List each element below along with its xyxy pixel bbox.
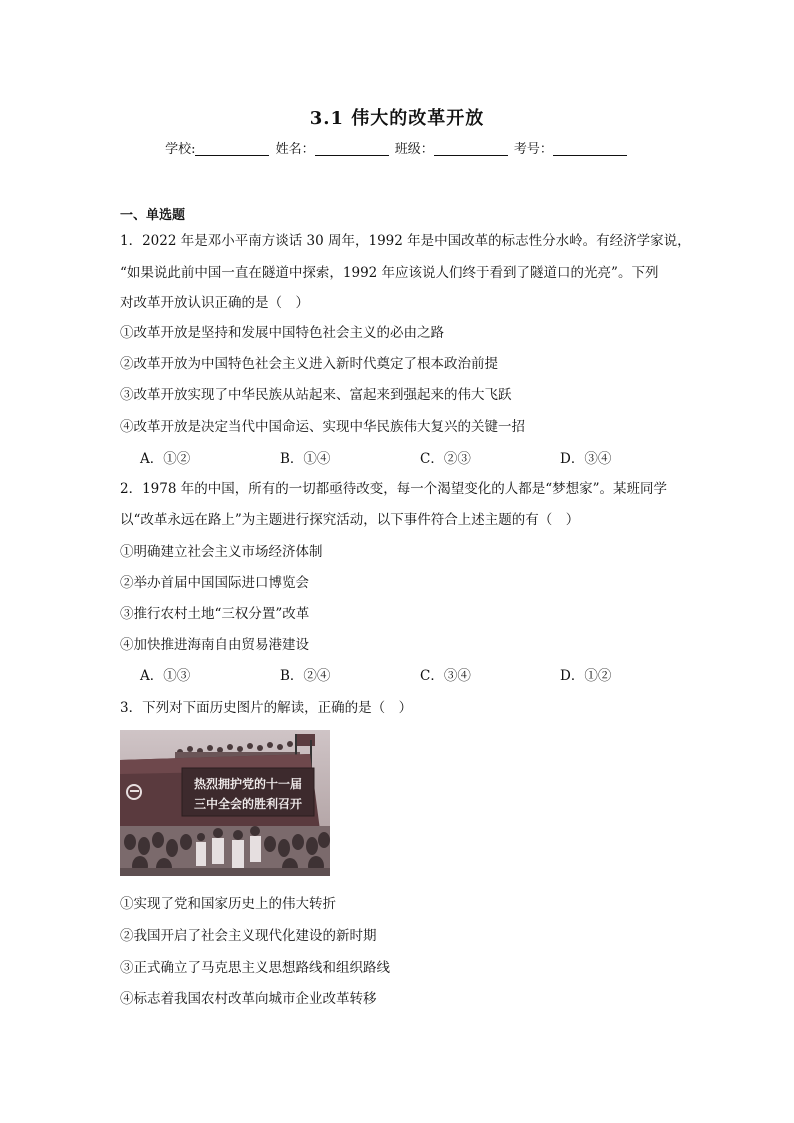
q1-stem-line-3: 对改革开放认识正确的是（ ） xyxy=(120,295,309,311)
class-blank xyxy=(434,141,508,156)
q3-item-1: ①实现了党和国家历史上的伟大转折 xyxy=(120,896,336,912)
q1-item-2: ②改革开放为中国特色社会主义进入新时代奠定了根本政治前提 xyxy=(120,356,498,372)
q1-option-a: A．①② xyxy=(140,451,191,467)
q2-item-3: ③推行农村土地“三权分置”改革 xyxy=(120,606,310,622)
q2-option-a: A．①③ xyxy=(140,668,191,684)
q3-item-3: ③正式确立了马克思主义思想路线和组织路线 xyxy=(120,960,390,976)
exam-number-label: 考号： xyxy=(513,142,553,157)
q2-stem-line-2: 以“改革永远在路上”为主题进行探究活动，以下事件符合上述主题的有（ ） xyxy=(120,512,580,528)
q3-item-2: ②我国开启了社会主义现代化建设的新时期 xyxy=(120,928,377,944)
q3-item-4: ④标志着我国农村改革向城市企业改革转移 xyxy=(120,991,377,1007)
q1-stem-line-1: 1．2022 年是邓小平南方谈话 30 周年，1992 年是中国改革的标志性分水岭。有经济学家说， xyxy=(120,233,691,249)
q2-stem-line-1: 2．1978 年的中国，所有的一切都亟待改变，每一个渴望变化的人都是“梦想家”。某班同学 xyxy=(120,481,668,497)
name-label: 姓名： xyxy=(275,142,315,157)
photo-banner-line-1: 热烈拥护党的十一届 xyxy=(193,777,303,791)
q1-item-4: ④改革开放是决定当代中国命运、实现中华民族伟大复兴的关键一招 xyxy=(120,419,525,435)
q3-stem-line-1: 3．下列对下面历史图片的解读，正确的是（ ） xyxy=(120,700,413,716)
q1-option-b: B．①④ xyxy=(280,451,331,467)
school-label: 学校: xyxy=(165,142,196,157)
q2-item-4: ④加快推进海南自由贸易港建设 xyxy=(120,637,309,653)
q2-option-d: D．①② xyxy=(560,668,612,684)
student-info-row xyxy=(0,138,794,157)
page-title: 3.1 伟大的改革开放 xyxy=(309,108,485,129)
q2-item-1: ①明确建立社会主义市场经济体制 xyxy=(120,544,323,560)
q2-option-c: C．③④ xyxy=(420,668,471,684)
q1-stem-line-2: “如果说此前中国一直在隧道中探索，1992 年应该说人们终于看到了隧道口的光亮”。下列 xyxy=(120,265,659,281)
q2-item-2: ②举办首届中国国际进口博览会 xyxy=(120,575,309,591)
q1-item-1: ①改革开放是坚持和发展中国特色社会主义的必由之路 xyxy=(120,325,444,341)
q1-option-c: C．②③ xyxy=(420,451,471,467)
q1-option-d: D．③④ xyxy=(560,451,612,467)
school-blank xyxy=(195,141,269,156)
q1-item-3: ③改革开放实现了中华民族从站起来、富起来到强起来的伟大飞跃 xyxy=(120,387,512,403)
historical-photo xyxy=(120,730,330,876)
q1-options xyxy=(140,447,700,467)
exam-number-blank xyxy=(553,141,627,156)
q2-options xyxy=(140,664,700,684)
class-label: 班级： xyxy=(394,142,434,157)
photo-banner-line-2: 三中全会的胜利召开 xyxy=(193,797,303,811)
name-blank xyxy=(315,141,389,156)
section-heading: 一、单选题 xyxy=(120,208,186,223)
q2-option-b: B．②④ xyxy=(280,668,331,684)
